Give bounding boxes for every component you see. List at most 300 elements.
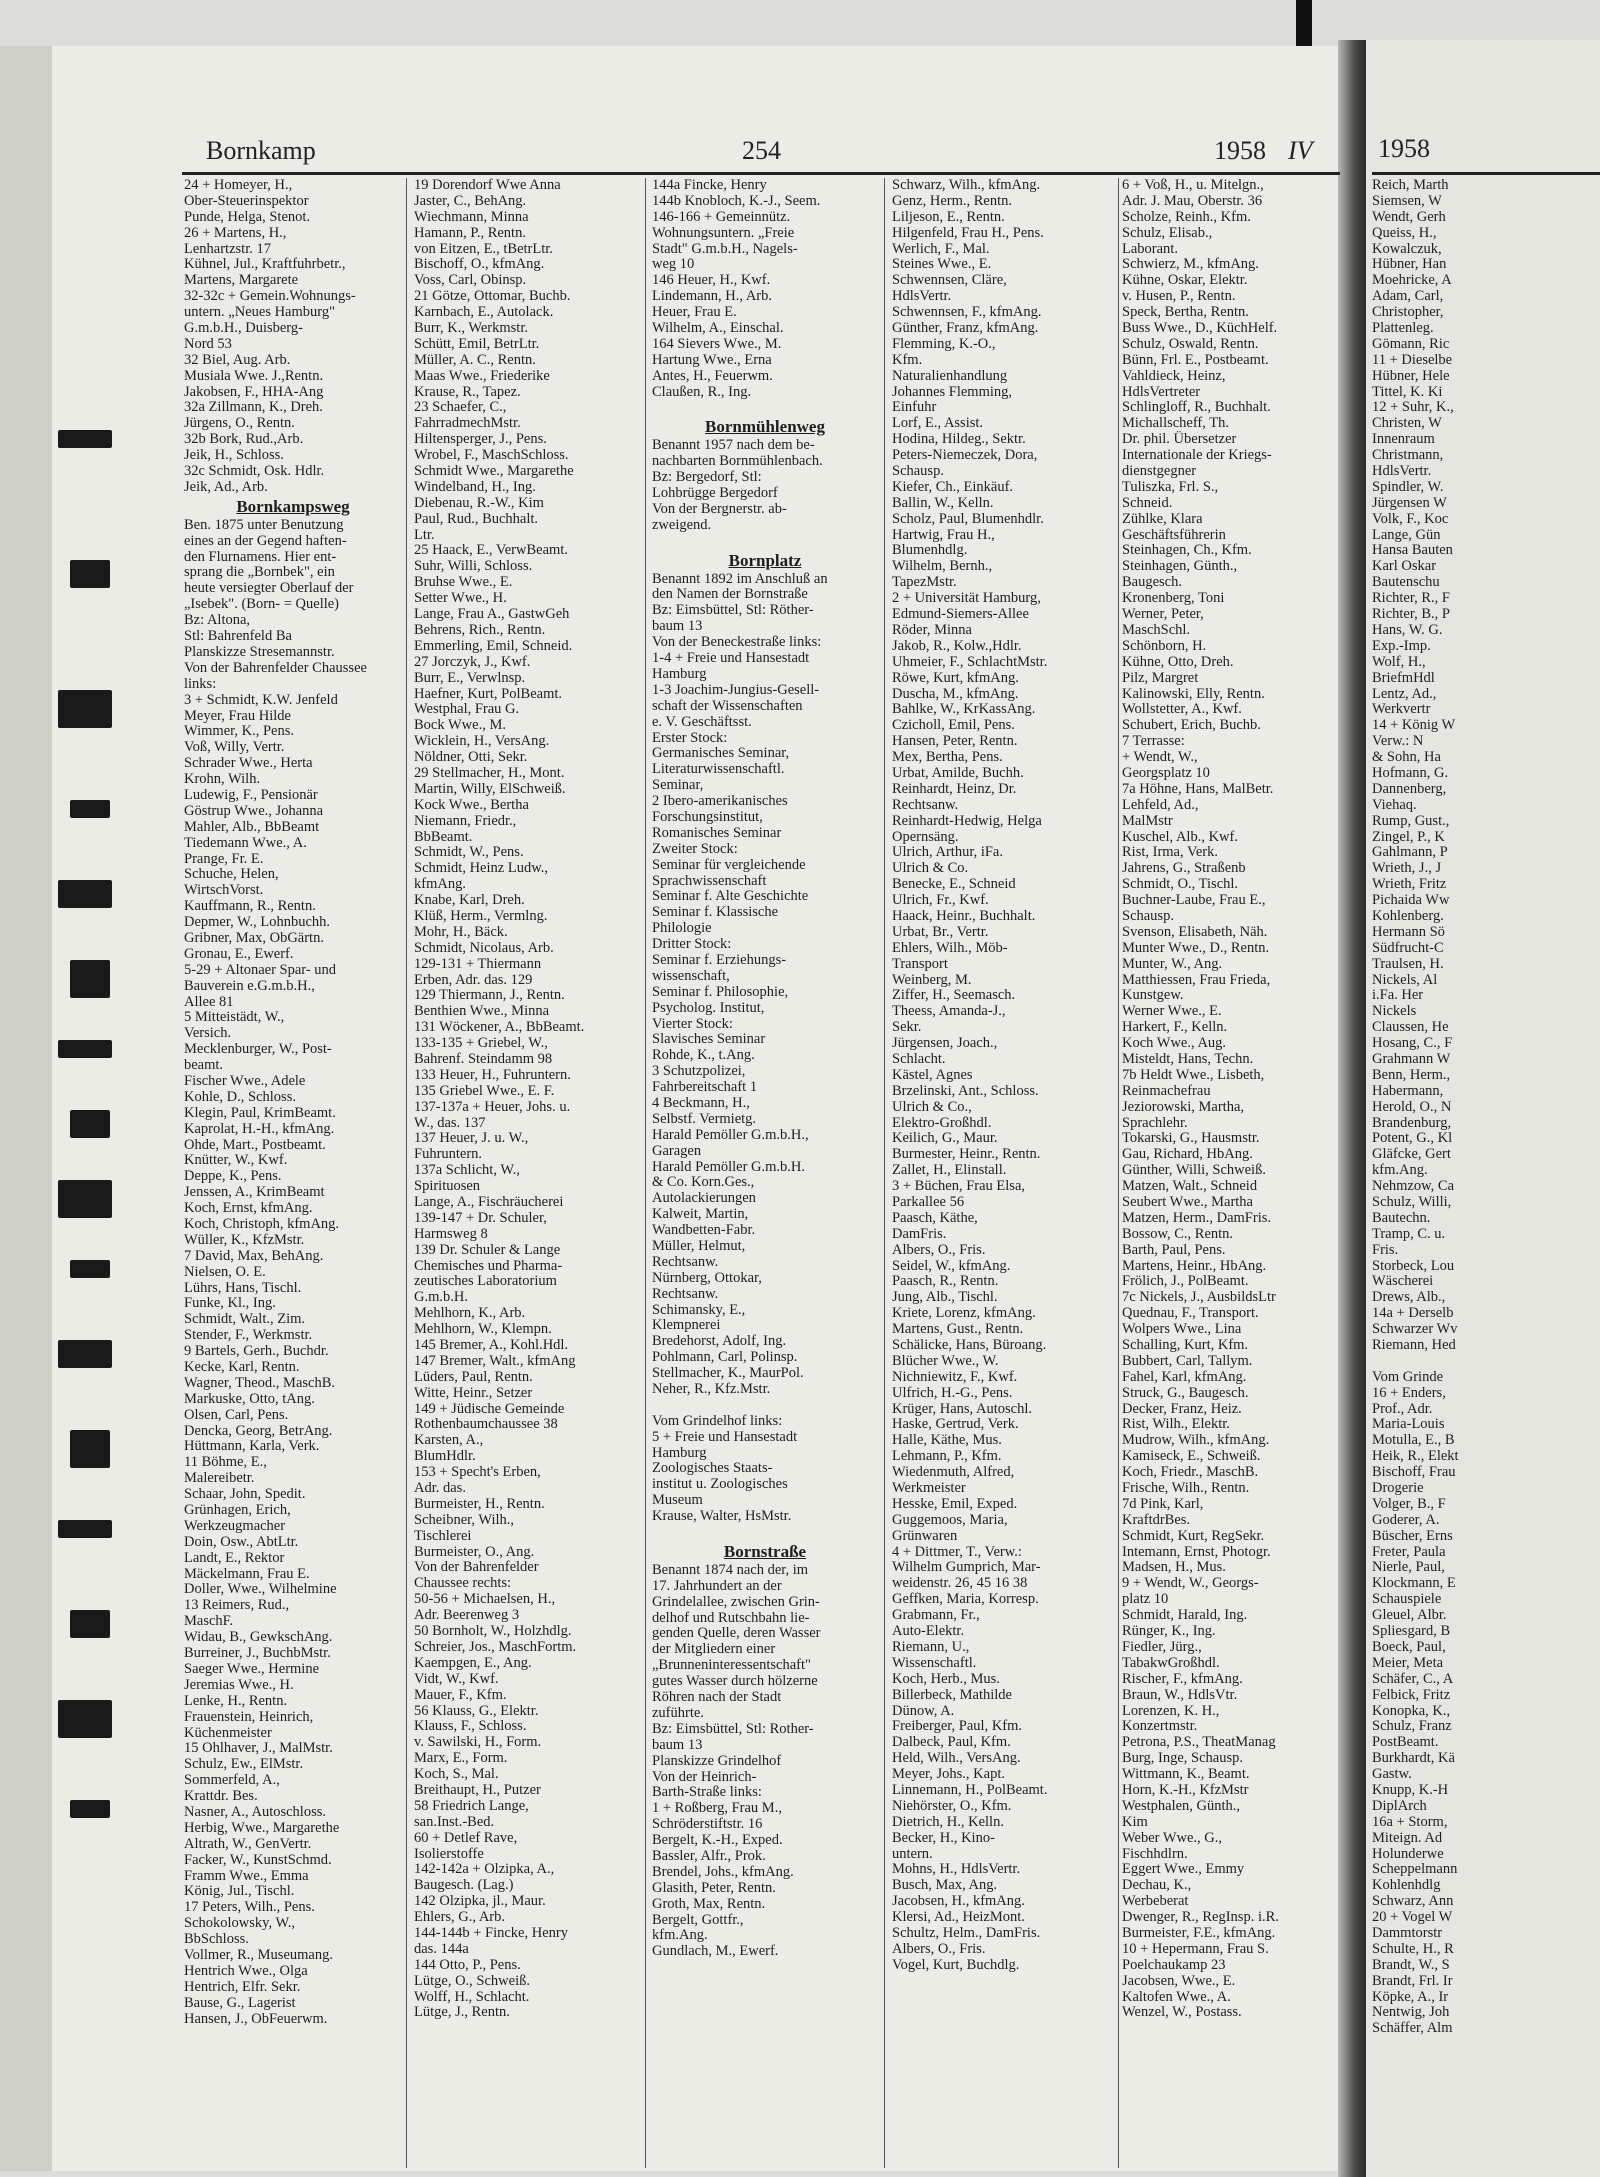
directory-entry: Fuhruntern. [414,1146,483,1163]
thumb-index-mark [58,1340,112,1368]
directory-entry: Freiberger, Paul, Kfm. [892,1718,1023,1735]
directory-entry: Dencka, Georg, BetrAng. [184,1422,333,1439]
directory-entry: Schröderstiftstr. 16 [652,1816,763,1833]
directory-entry: Harald Pemöller G.m.b.H. [652,1158,806,1175]
directory-entry: beamt. [184,1057,224,1074]
directory-entry: Schausp. [892,463,944,480]
directory-entry: Bubbert, Carl, Tallym. [1122,1352,1253,1369]
adjacent-header-rule [1372,172,1600,175]
directory-entry: Werkzeugmacher [184,1517,286,1534]
adjacent-entry: Freter, Paula [1372,1543,1446,1560]
directory-entry: 1 + Roßberg, Frau M., [652,1800,782,1817]
directory-entry: Sekr. [892,1019,922,1036]
directory-entry: Wilhelm, Bernh., [892,558,993,575]
directory-entry: Schmidt, Harald, Ing. [1122,1607,1248,1624]
page-header-street: Bornkamp [206,136,316,165]
directory-entry: Schütt, Emil, BetrLtr. [414,335,540,352]
directory-entry: Internationale der Kriegs- [1122,447,1272,464]
directory-entry: Lenhartzstr. 17 [184,240,271,257]
directory-entry: Meyer, Johs., Kapt. [892,1766,1005,1783]
directory-entry: Rohde, K., t.Ang. [652,1047,755,1064]
directory-entry: Röhren nach der Stadt [652,1689,782,1706]
directory-entry: baum 13 [652,618,703,635]
directory-entry: Günther, Willi, Schweiß. [1122,1162,1266,1179]
adjacent-entry: Burkhardt, Kä [1372,1750,1455,1767]
directory-entry: Saeger Wwe., Hermine [184,1660,320,1677]
directory-entry: Kohle, D., Schloss. [184,1088,296,1105]
directory-entry: 9 + Wendt, W., Georgs- [1122,1575,1259,1592]
directory-entry: 15 Ohlhaver, J., MalMstr. [184,1740,333,1757]
directory-entry: Wiechmann, Minna [414,208,529,225]
directory-entry: DamFris. [892,1225,947,1242]
directory-entry: Edmund-Siemers-Allee [892,606,1029,623]
directory-entry: Nord 53 [184,335,232,352]
directory-entry: 137-137a + Heuer, Johs. u. [414,1098,571,1115]
directory-entry: Ltr. [414,526,435,543]
directory-entry: Fiedler, Jürg., [1122,1638,1202,1655]
directory-entry: MaschSchl. [1122,621,1191,638]
adjacent-entry: Wrieth, J., J [1372,860,1442,877]
directory-entry: Rothenbaumchaussee 38 [414,1416,558,1433]
directory-entry: den Flurnamens. Hier ent- [184,548,337,565]
adjacent-entry: Werkvertr [1372,701,1431,718]
adjacent-entry: Hosang, C., F [1372,1035,1453,1052]
directory-entry: Hilgenfeld, Frau H., Pens. [892,224,1044,241]
directory-entry: Karsten, A., [414,1432,484,1449]
directory-entry: Bossow, C., Rentn. [1122,1225,1234,1242]
directory-entry: Koch Wwe., Aug. [1122,1035,1227,1052]
adjacent-entry: Hofmann, G. [1372,764,1449,781]
directory-entry: Benecke, E., Schneid [892,876,1016,893]
adjacent-entry: Prof., Adr. [1372,1400,1433,1417]
directory-entry: Werner Wwe., E. [1122,1003,1222,1020]
directory-entry: Koch, Christoph, kfmAng. [184,1216,340,1232]
directory-entry: König, Jul., Tischl. [184,1883,295,1900]
directory-entry: Germanisches Seminar, [652,745,790,762]
directory-entry: Steines Wwe., E. [892,256,992,273]
directory-entry: Schälicke, Hans, Büroang. [892,1337,1047,1354]
directory-entry: Schwierz, M., kfmAng. [1122,256,1259,273]
directory-entry: Bergelt, K.-H., Exped. [652,1832,783,1849]
directory-entry: Romanisches Seminar [652,824,782,841]
directory-entry: Burr, E., Verwlnsp. [414,669,526,686]
adjacent-entry: 14a + Derselb [1372,1305,1454,1322]
directory-entry: Rechtsanw. [892,796,959,813]
directory-entry: Koch, Ernst, kfmAng. [184,1200,313,1217]
directory-entry [652,400,878,416]
adjacent-entry: Maria-Louis [1372,1416,1445,1433]
adjacent-entry: 16a + Storm, [1372,1813,1448,1830]
directory-entry: Kühne, Otto, Dreh. [1122,653,1234,670]
directory-entry: 146-166 + Gemeinnütz. [652,208,791,225]
adjacent-entry: Bischoff, Frau [1372,1464,1456,1481]
directory-entry: 137a Schlicht, W., [414,1162,520,1179]
adjacent-entry: Klockmann, E [1372,1575,1456,1592]
directory-entry: Planskizze Grindelhof [652,1752,782,1769]
directory-entry: Burg, Inge, Schausp. [1122,1750,1243,1767]
directory-entry: G.m.b.H., Duisberg- [184,320,303,337]
directory-entry: Kim [1122,1813,1148,1830]
thumb-index-mark [70,1110,110,1138]
directory-entry: Göstrup Wwe., Johanna [184,802,324,819]
directory-entry: Suhr, Willi, Schloss. [414,558,533,575]
directory-entry: Bischoff, O., kfmAng. [414,256,545,273]
directory-entry: Ulrich & Co., [892,1098,972,1115]
directory-entry [652,534,878,550]
directory-entry: Intemann, Ernst, Photogr. [1122,1543,1271,1560]
directory-entry: Zoologisches Staats- [652,1460,773,1477]
directory-entry: Jakob, R., Kolw.,Hdlr. [892,637,1022,654]
directory-entry: eines an der Gegend haften- [184,532,347,549]
directory-entry: Klempnerei [652,1317,721,1334]
directory-entry: Grindelallee, zwischen Grin- [652,1593,820,1610]
directory-entry: Olsen, Carl, Pens. [184,1406,289,1423]
directory-entry: Fischer Wwe., Adele [184,1072,306,1089]
directory-entry: Landt, E., Rektor [184,1549,285,1566]
page-number: 254 [742,136,781,165]
directory-entry: Niemann, Friedr., [414,812,517,829]
directory-entry: Malereibetr. [184,1470,255,1487]
directory-entry: Duscha, M., kfmAng. [892,685,1019,702]
adjacent-entry: Wäscherei [1372,1273,1434,1290]
adjacent-entry: Nehmzow, Ca [1372,1178,1455,1195]
adjacent-entry: Vom Grinde [1372,1368,1444,1385]
thumb-index-mark [58,1520,112,1538]
directory-entry: zuführte. [652,1704,704,1721]
directory-entry: Matzen, Walt., Schneid [1122,1178,1258,1195]
directory-entry: von Eitzen, E., tBetrLtr. [414,240,553,257]
directory-entry: Peters-Niemeczek, Dora, [892,447,1038,464]
directory-entry: Burmeister, F.E., kfmAng. [1122,1924,1276,1941]
directory-entry: Krattdr. Bes. [184,1788,258,1805]
directory-entry: Reinmachefrau [1122,1082,1211,1099]
adjacent-entry: Queiss, H., [1372,224,1437,241]
directory-entry: Garagen [652,1142,702,1159]
adjacent-entry: Gömann, Ric [1372,335,1450,352]
directory-entry: Laborant. [1122,240,1178,257]
directory-entry: Frölich, J., PolBeamt. [1122,1273,1249,1290]
directory-entry: Seminar, [652,777,704,794]
adjacent-entry: Nickels [1372,1003,1417,1020]
adjacent-entry: Miteign. Ad [1372,1829,1443,1846]
directory-entry: Schmidt Wwe., Margarethe [414,463,574,480]
directory-entry: Dalbeck, Paul, Kfm. [892,1734,1011,1751]
directory-entry: Wilhelm Gumprich, Mar- [892,1559,1041,1576]
directory-entry: Buchner-Laube, Frau E., [1122,892,1266,909]
directory-entry: Ohde, Mart., Postbeamt. [184,1136,326,1153]
directory-entry: Spirituosen [414,1178,481,1195]
directory-entry: Einfuhr [892,399,937,416]
directory-entry: Ulrich & Co. [892,860,969,877]
directory-entry: Bahrenf. Steindamm 98 [414,1050,553,1067]
directory-entry: Tokarski, G., Hausmstr. [1122,1130,1260,1147]
directory-entry: Mahler, Alb., BbBeamt [184,818,320,835]
directory-entry: Adr. Beerenweg 3 [414,1607,520,1624]
directory-entry: Harkert, F., Kelln. [1122,1019,1228,1036]
directory-entry: Schubert, Erich, Buchb. [1122,717,1261,734]
directory-entry: Schaar, John, Spedit. [184,1486,306,1503]
directory-entry: FahrradmechMstr. [414,415,521,432]
directory-entry: Forschungsinstitut, [652,808,763,825]
directory-entry: Poelchaukamp 23 [1122,1956,1226,1973]
street-heading: Bornkampsweg [236,496,350,516]
adjacent-entry: Wrieth, Fritz [1372,876,1447,893]
directory-entry: Bz: Bergedorf, Stl: [652,469,762,486]
directory-entry: Wüller, K., KfzMstr. [184,1231,305,1248]
directory-entry: Brzelinski, Ant., Schloss. [892,1082,1039,1099]
directory-entry: Adr. das. [414,1480,466,1497]
directory-entry: Krohn, Wilh. [184,771,261,788]
directory-entry: Urbat, Amilde, Buchh. [892,764,1024,781]
adjacent-entry: Spliesgard, B [1372,1623,1451,1640]
adjacent-entry: Gleuel, Albr. [1372,1607,1447,1624]
directory-entry: Rist, Irma, Verk. [1122,844,1218,861]
directory-entry: Speck, Bertha, Rentn. [1122,304,1249,321]
directory-entry: heute versiegter Oberlauf der [184,580,354,597]
directory-entry: Kunstgew. [1122,987,1184,1004]
directory-column-4 [892,178,1114,2168]
directory-entry: genden Quelle, deren Wasser [652,1625,821,1642]
directory-entry: BlumHdlr. [414,1448,476,1465]
directory-entry: Benthien Wwe., Minna [414,1003,550,1020]
adjacent-entry: Nentwig, Joh [1372,2004,1450,2021]
column-divider [884,178,885,2168]
adjacent-entry: Wolf, H., [1372,653,1426,670]
directory-entry: Psycholog. Institut, [652,999,765,1016]
directory-column-2 [414,178,640,2168]
directory-entry: Weinberg, M. [892,971,972,988]
directory-entry: weg 10 [652,256,695,273]
directory-entry: dienstgegner [1122,463,1197,480]
directory-entry: schaft der Wissenschaften [652,697,803,714]
directory-entry: Munter Wwe., D., Rentn. [1122,939,1270,956]
adjacent-entry: Richter, B., P [1372,606,1450,623]
directory-entry: Seminar f. Erziehungs- [652,951,787,968]
directory-entry: Wolff, H., Schlacht. [414,1988,530,2005]
adjacent-entry: Goderer, A. [1372,1511,1440,1528]
directory-entry [652,1525,878,1541]
directory-entry: Haack, Heinr., Buchhalt. [892,907,1036,924]
directory-entry: Rist, Wilh., Elektr. [1122,1416,1230,1433]
directory-entry: Setter Wwe., H. [414,590,507,607]
directory-entry: Kalweit, Martin, [652,1206,749,1223]
directory-entry: Lüders, Paul, Rentn. [414,1368,533,1385]
directory-entry: Westphal, Frau G. [414,701,520,718]
thumb-index-mark [58,1040,112,1058]
directory-entry: + Wendt, W., [1122,749,1198,766]
directory-entry: Madsen, H., Mus. [1122,1559,1226,1576]
adjacent-entry: Pichaida Ww [1372,892,1450,909]
directory-entry: Adr. J. Mau, Oberstr. 36 [1122,192,1263,209]
directory-entry: weidenstr. 26, 45 16 38 [892,1575,1028,1592]
directory-entry: Küchenmeister [184,1724,272,1741]
directory-entry: 144a Fincke, Henry [652,178,767,193]
directory-entry: Koch, S., Mal. [414,1766,499,1783]
directory-entry: 5 Mitteistädt, W., [184,1009,285,1026]
directory-entry: Stadt" G.m.b.H., Nagels- [652,240,798,257]
adjacent-entry: Potent, G., Kl [1372,1130,1453,1147]
directory-entry: Mohns, H., HdlsVertr. [892,1861,1021,1878]
directory-entry: Billerbeck, Mathilde [892,1686,1012,1703]
adjacent-entry: Hermann Sö [1372,923,1445,940]
directory-entry: Mauer, F., Kfm. [414,1686,507,1703]
directory-entry: 147 Bremer, Walt., kfmAng [414,1352,576,1369]
directory-entry: Neher, R., Kfz.Mstr. [652,1381,771,1398]
directory-entry: Steinhagen, Günth., [1122,558,1238,575]
directory-entry: Rechtsanw. [652,1253,719,1270]
directory-entry: Groth, Max, Rentn. [652,1895,766,1912]
directory-entry: Bahlke, W., KrKassAng. [892,701,1036,718]
adjacent-entry: Lentz, Ad., [1372,685,1437,702]
directory-entry: Matzen, Herm., DamFris. [1122,1209,1271,1226]
column-divider [1118,178,1119,2168]
directory-entry: Wollstetter, A., Kwf. [1122,701,1242,718]
directory-entry: Martens, Margarete [184,272,299,289]
thumb-index-mark [58,1180,112,1218]
directory-column-5 [1122,178,1340,2168]
directory-entry: Naturalienhandlung [892,367,1008,384]
directory-entry: Nielsen, O. E. [184,1263,266,1280]
directory-entry: 7 David, Max, BehAng. [184,1247,324,1264]
directory-entry: e. V. Geschäftsst. [652,713,752,730]
adjacent-entry: 14 + König W [1372,717,1456,734]
adjacent-entry: kfm.Ang. [1372,1162,1428,1179]
directory-entry: Munter, W., Ang. [1122,955,1223,972]
directory-entry: 3 Schutzpolizei, [652,1063,746,1080]
adjacent-entry: Felbick, Fritz [1372,1686,1451,1703]
directory-entry: Chemisches und Pharma- [414,1257,563,1274]
directory-entry: Konzertmstr. [1122,1718,1198,1735]
directory-entry: 139 Dr. Schuler & Lange [414,1241,561,1258]
directory-entry: Kalinowski, Elly, Rentn. [1122,685,1265,702]
directory-entry: Ulfrich, H.-G., Pens. [892,1384,1013,1401]
directory-entry: 2 + Universität Hamburg, [892,590,1041,607]
adjacent-entry: Fris. [1372,1241,1399,1258]
directory-entry: Selbstf. Vermietg. [652,1110,757,1127]
directory-entry: Decker, Franz, Heiz. [1122,1400,1242,1417]
adjacent-entry: Gahlmann, P [1372,844,1448,861]
directory-entry: Stl: Bahrenfeld Ba [184,628,292,645]
directory-entry: 58 Friedrich Lange, [414,1797,529,1814]
directory-entry: Riemann, U., [892,1638,970,1655]
directory-entry: Jürgens, O., Rentn. [184,415,295,432]
adjacent-entry: Riemann, Hed [1372,1337,1456,1354]
directory-entry: Kriete, Lorenz, kfmAng. [892,1305,1036,1322]
directory-entry: Stellmacher, K., MaurPol. [652,1365,804,1382]
directory-entry: Kiefer, Ch., Einkäuf. [892,478,1014,495]
directory-entry: Mehlhorn, K., Arb. [414,1305,526,1322]
directory-entry: Funke, Kl., Ing. [184,1295,276,1312]
directory-entry: Guggemoos, Maria, [892,1511,1008,1528]
directory-entry: Gau, Richard, HbAng. [1122,1146,1253,1163]
directory-entry: Klauss, F., Schloss. [414,1718,527,1735]
adjacent-entry: Gastw. [1372,1766,1412,1783]
directory-entry: 13 Reimers, Rud., [184,1597,290,1614]
directory-entry: Chaussee rechts: [414,1575,512,1592]
directory-entry: Scholz, Paul, Blumenhdlr. [892,510,1044,527]
directory-entry: Jeik, H., Schloss. [184,447,284,464]
directory-entry: Voß, Willy, Vertr. [184,739,285,756]
directory-entry: Hiltensperger, J., Pens. [414,431,547,448]
directory-entry: 144b Knobloch, K.-J., Seem. [652,192,821,209]
directory-entry: Albers, O., Fris. [892,1241,986,1258]
directory-entry: Schuche, Helen, [184,866,279,883]
adjacent-entry: Zingel, P., K [1372,828,1445,845]
directory-entry: Behrens, Rich., Rentn. [414,621,546,638]
adjacent-entry: Gläfcke, Gert [1372,1146,1451,1163]
directory-entry: Reinhardt-Hedwig, Helga [892,812,1042,829]
directory-entry: Erster Stock: [652,729,728,746]
directory-entry: Bergelt, Gottfr., [652,1911,744,1928]
directory-entry: Bruhse Wwe., E. [414,574,513,591]
directory-entry: Voss, Carl, Obinsp. [414,272,527,289]
adjacent-entry: Jürgensen W [1372,494,1447,511]
directory-entry: Maas Wwe., Friederike [414,367,550,384]
directory-entry: Seubert Wwe., Martha [1122,1194,1253,1210]
directory-entry: Burreiner, J., BuchbMstr. [184,1645,331,1662]
directory-entry: Erben, Adr. das. 129 [414,971,533,988]
directory-entry: Weber Wwe., G., [1122,1829,1223,1846]
directory-entry: Seminar für vergleichende [652,856,806,873]
directory-entry: 7b Heldt Wwe., Lisbeth, [1122,1066,1265,1083]
directory-entry: Vierter Stock: [652,1015,733,1032]
directory-entry: Jenssen, A., KrimBeamt [184,1184,325,1201]
directory-entry: 135 Griebel Wwe., E. F. [414,1082,555,1099]
directory-entry: Becker, H., Kino- [892,1829,995,1846]
directory-entry: Ulrich, Arthur, iFa. [892,844,1003,861]
directory-entry: Bz: Altona, [184,612,251,629]
directory-entry: Marx, E., Form. [414,1750,508,1767]
directory-entry: Fischhdlrn. [1122,1845,1188,1862]
directory-entry: Harald Pemöller G.m.b.H., [652,1126,809,1143]
directory-entry: Schönborn, H. [1122,637,1207,654]
directory-entry: Georgsplatz 10 [1122,764,1210,781]
directory-entry: Lorf, E., Assist. [892,415,984,432]
directory-entry: Werlich, F., Mal. [892,240,990,257]
directory-entry: Framm Wwe., Emma [184,1867,309,1884]
directory-entry: Sprachlehr. [1122,1114,1188,1131]
adjacent-entry: Hansa Bauten [1372,542,1453,559]
adjacent-entry: Brandenburg, [1372,1114,1452,1131]
directory-entry: Burmester, Heinr., Rentn. [892,1146,1041,1163]
directory-entry: Wilhelm, A., Einschal. [652,320,784,337]
adjacent-entry: Nickels, Al [1372,971,1438,988]
adjacent-entry [1372,1354,1600,1370]
directory-entry: Kästel, Agnes [892,1066,973,1083]
adjacent-entry: Benn, Herm., [1372,1066,1451,1083]
directory-entry: Schulz, Elisab., [1122,224,1213,241]
directory-entry: nachbarten Bornmühlenbach. [652,453,823,470]
adjacent-entry: Konopka, K., [1372,1702,1451,1719]
adjacent-page-column [1372,178,1600,2168]
directory-entry: Elektro-Großhdl. [892,1114,992,1131]
directory-entry: Dietrich, H., Kelln. [892,1813,1004,1830]
directory-entry: Knabe, Karl, Dreh. [414,892,525,909]
adjacent-entry: Motulla, E., B [1372,1432,1455,1449]
directory-entry: Hartung Wwe., Erna [652,351,772,368]
directory-entry: Heuer, Frau E. [652,304,737,321]
directory-entry: Wagner, Theod., MaschB. [184,1374,336,1391]
directory-entry: Matthiessen, Frau Frieda, [1122,971,1271,988]
adjacent-entry: Rump, Gust., [1372,812,1450,829]
directory-entry: Punde, Helga, Stenot. [184,208,311,225]
directory-entry: Paul, Rud., Buchhalt. [414,510,539,527]
directory-entry: 56 Klauss, G., Elektr. [414,1702,539,1719]
directory-entry: Johannes Flemming, [892,383,1013,400]
directory-entry: Haefner, Kurt, PolBeamt. [414,685,563,702]
adjacent-entry: Schulte, H., R [1372,1940,1454,1957]
directory-entry: 19 Dorendorf Wwe Anna [414,178,561,193]
